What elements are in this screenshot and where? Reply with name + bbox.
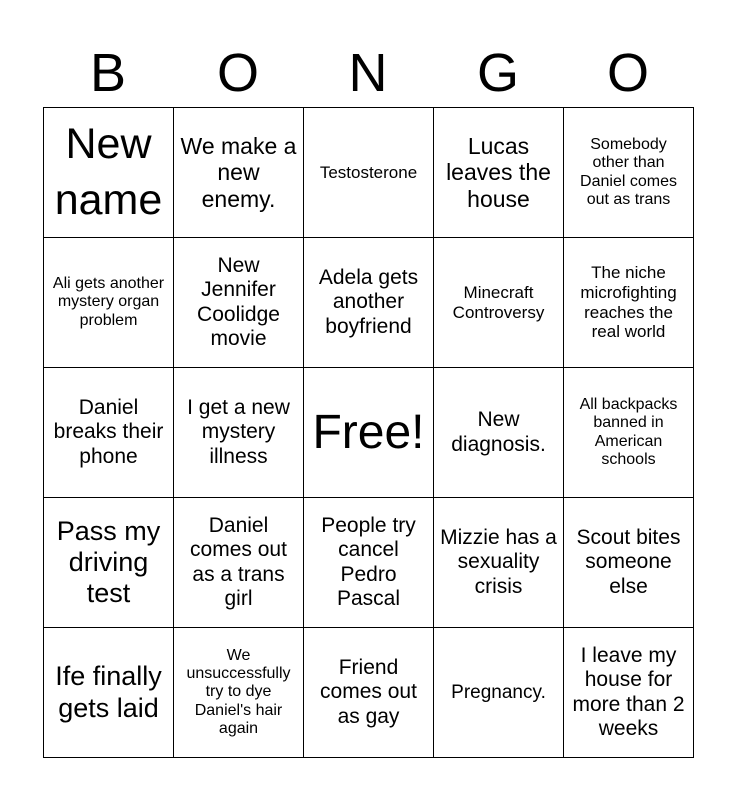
bingo-cell[interactable]: Pass my driving test xyxy=(44,498,174,628)
header-letter-b: B xyxy=(89,43,127,103)
bingo-cell[interactable]: Daniel breaks their phone xyxy=(44,368,174,498)
bingo-cell[interactable]: Pregnancy. xyxy=(434,628,564,758)
bingo-header xyxy=(43,40,693,106)
bingo-cell[interactable]: New diagnosis. xyxy=(434,368,564,498)
bingo-cell[interactable]: Friend comes out as gay xyxy=(304,628,434,758)
bingo-row xyxy=(44,368,694,498)
header-letter-o: O xyxy=(216,43,259,103)
bingo-cell[interactable]: We unsuccessfully try to dye Daniel's hair again xyxy=(174,628,304,758)
header-letter-n: N xyxy=(348,43,388,103)
bingo-cell[interactable]: Lucas leaves the house xyxy=(434,108,564,238)
bingo-cell[interactable]: People try cancel Pedro Pascal xyxy=(304,498,434,628)
bingo-row xyxy=(44,238,694,368)
bingo-row xyxy=(44,108,694,238)
bingo-row xyxy=(44,498,694,628)
bingo-cell[interactable]: Minecraft Controversy xyxy=(434,238,564,368)
bingo-grid xyxy=(43,107,694,758)
free-space[interactable]: Free! xyxy=(304,368,434,498)
bingo-cell[interactable]: Somebody other than Daniel comes out as trans xyxy=(564,108,694,238)
bingo-cell[interactable]: The niche microfighting reaches the real world xyxy=(564,238,694,368)
bingo-cell[interactable]: Mizzie has a sexuality crisis xyxy=(434,498,564,628)
bingo-cell[interactable]: Ife finally gets laid xyxy=(44,628,174,758)
bingo-cell[interactable]: We make a new enemy. xyxy=(174,108,304,238)
bingo-cell[interactable]: I get a new mystery illness xyxy=(174,368,304,498)
header-letter-g: G xyxy=(476,43,519,103)
bingo-row xyxy=(44,628,694,758)
bingo-cell[interactable]: Daniel comes out as a trans girl xyxy=(174,498,304,628)
bingo-cell[interactable]: Testosterone xyxy=(304,108,434,238)
bingo-cell[interactable]: New Jennifer Coolidge movie xyxy=(174,238,304,368)
bingo-cell[interactable]: Ali gets another mystery organ problem xyxy=(44,238,174,368)
bingo-cell[interactable]: Adela gets another boyfriend xyxy=(304,238,434,368)
bingo-cell[interactable]: New name xyxy=(44,108,174,238)
bingo-cell[interactable]: All backpacks banned in American schools xyxy=(564,368,694,498)
header-letter-o: O xyxy=(606,43,649,103)
bingo-cell[interactable]: Scout bites someone else xyxy=(564,498,694,628)
bingo-cell[interactable]: I leave my house for more than 2 weeks xyxy=(564,628,694,758)
